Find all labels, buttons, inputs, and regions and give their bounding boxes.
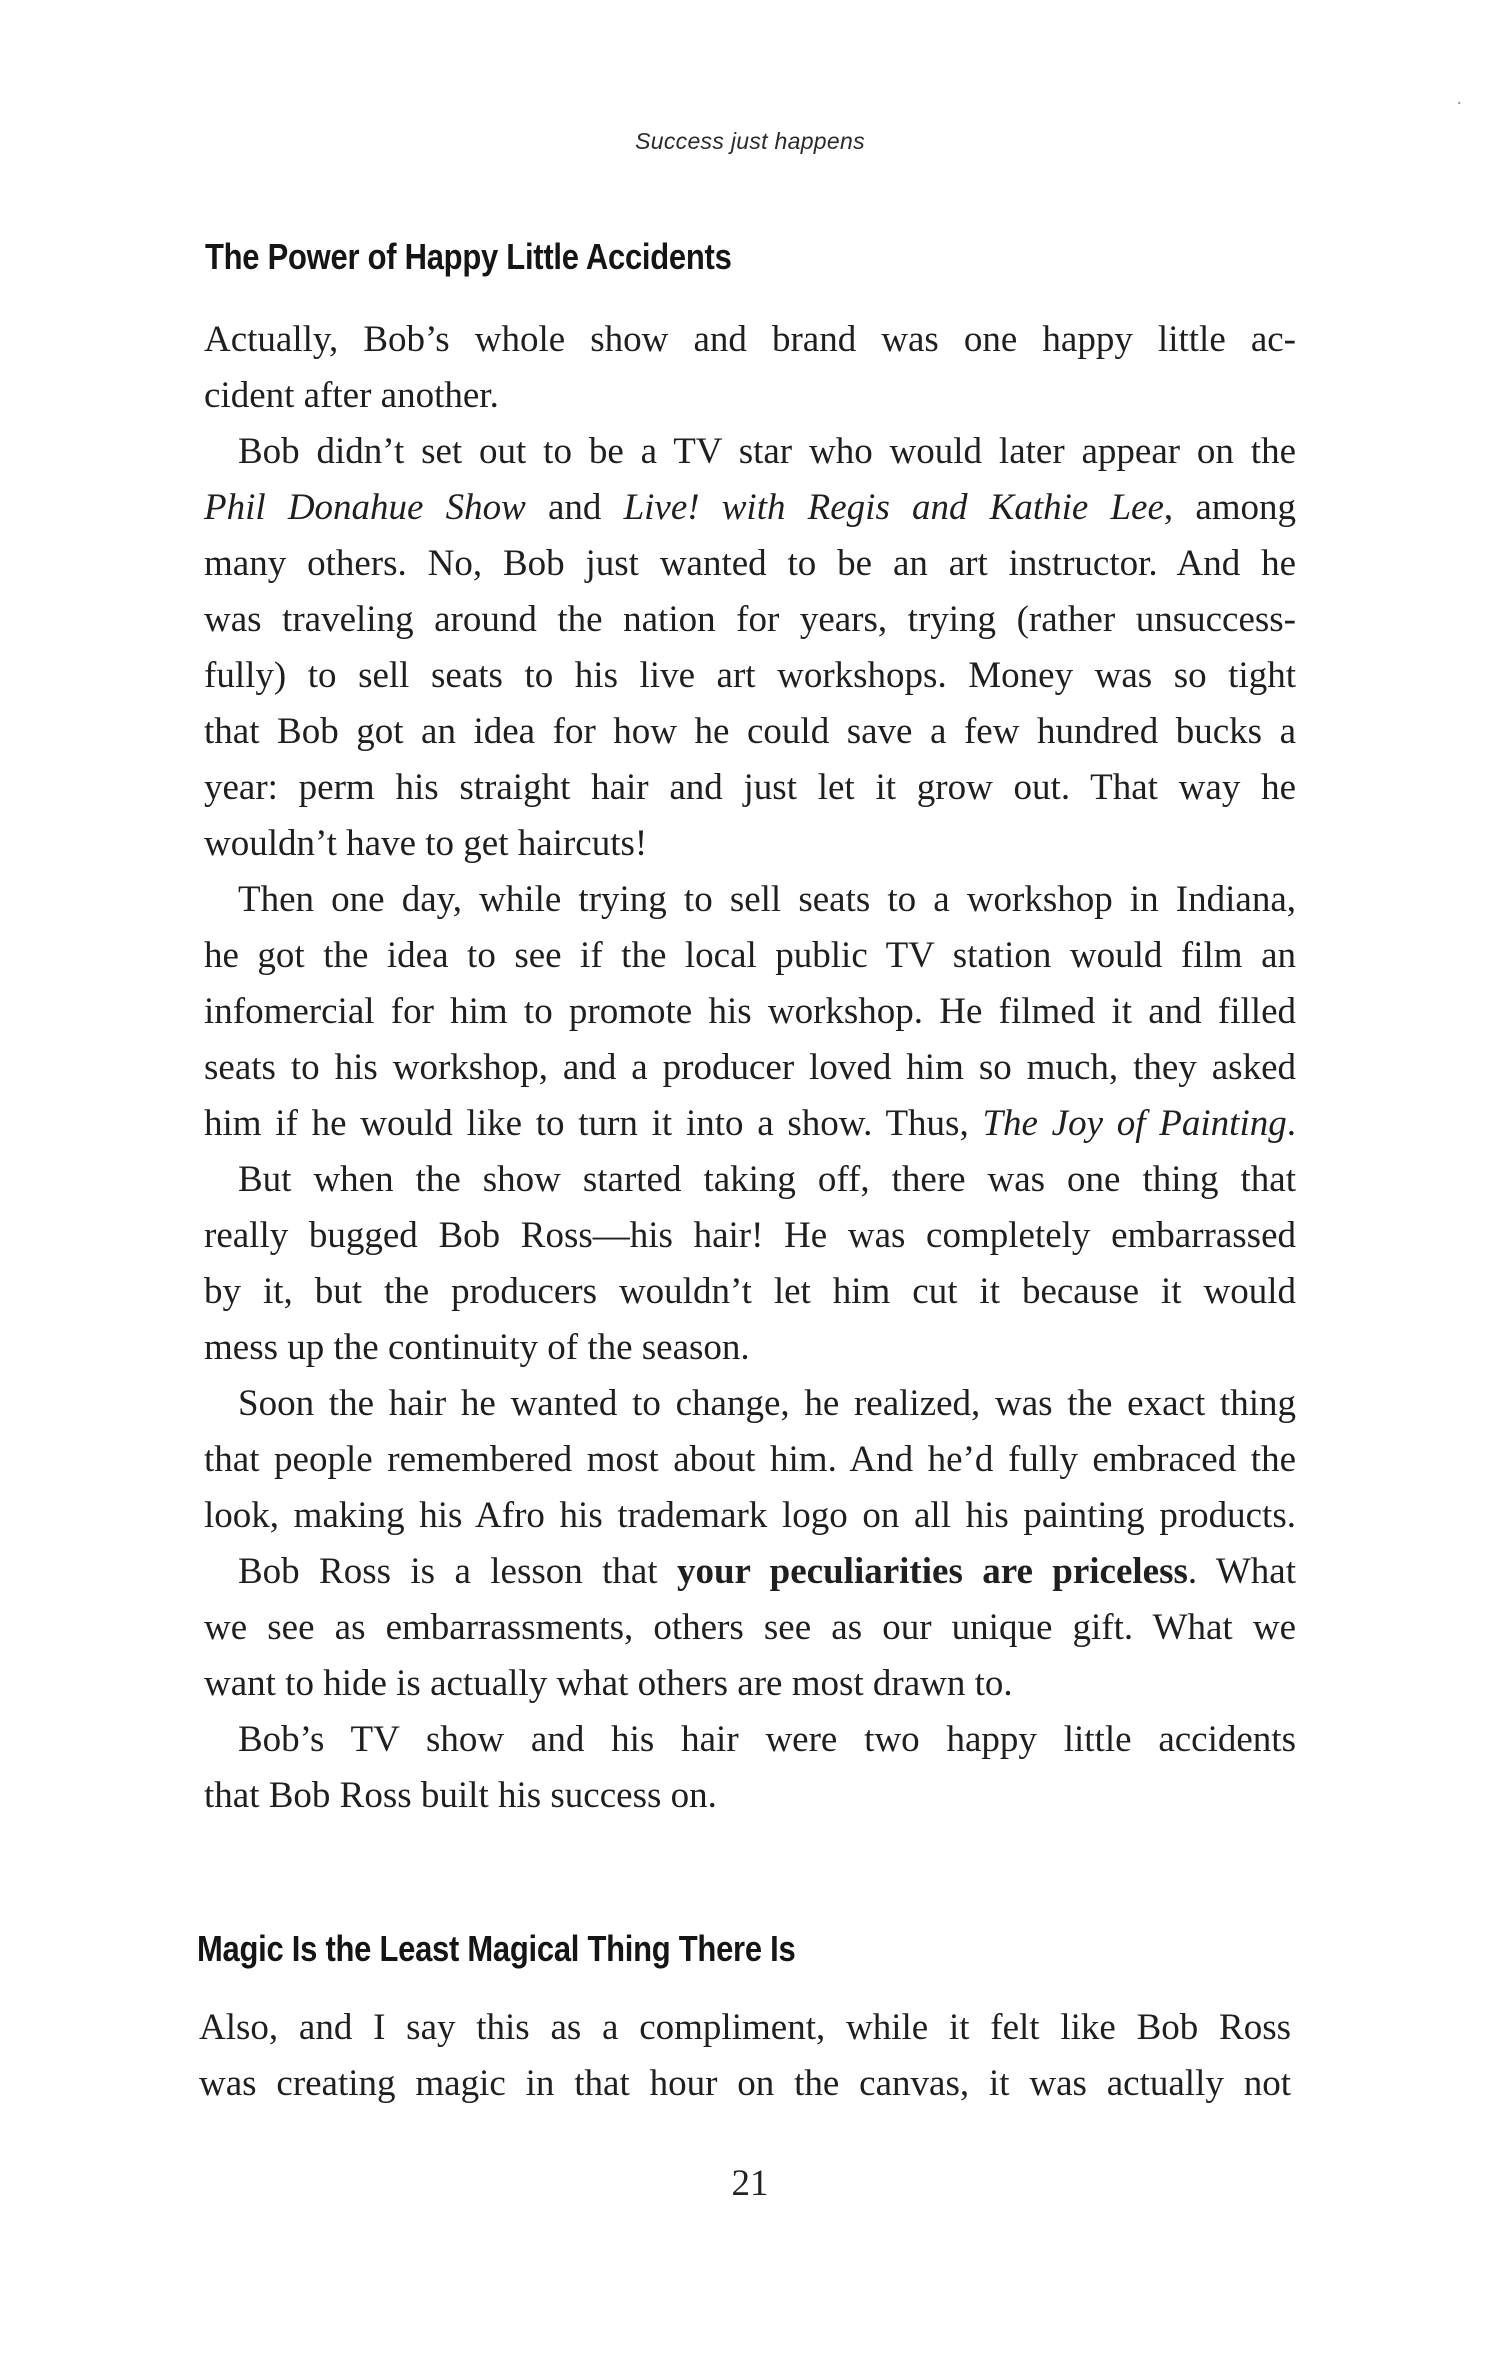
- text-line: [204, 760, 1296, 816]
- text-run: and: [525, 487, 624, 528]
- section-heading-happy-accidents: The Power of Happy Little Accidents: [205, 236, 732, 277]
- italic-text: Live! with Regis and Kathie Lee: [623, 487, 1164, 528]
- running-head: Success just happens: [635, 128, 865, 154]
- text-run: fully) to sell seats to his live art workshops. Money was so tight: [204, 655, 1296, 696]
- text-line: [204, 1432, 1296, 1488]
- text-run: Soon the hair he wanted to change, he realized, was the exact thing: [238, 1383, 1296, 1424]
- italic-text: Phil Donahue Show: [204, 487, 526, 528]
- text-run: cident after another.: [204, 375, 499, 416]
- text-line: [204, 648, 1296, 704]
- text-line: [204, 1208, 1296, 1264]
- text-line: [204, 1264, 1296, 1320]
- text-line: [204, 1656, 1296, 1712]
- text-line: [204, 872, 1296, 928]
- text-run: seats to his workshop, and a producer loved him so much, they asked: [204, 1047, 1296, 1088]
- text-line: [204, 1600, 1296, 1656]
- scan-speck-mark: ٠: [1454, 92, 1464, 113]
- text-run: infomercial for him to promote his workshop. He filmed it and filled: [204, 991, 1296, 1032]
- text-line: [204, 1544, 1296, 1600]
- text-run: that Bob got an idea for how he could save a few hundred bucks a: [204, 711, 1296, 752]
- text-run: look, making his Afro his trademark logo on all his painting products.: [204, 1495, 1296, 1536]
- text-line: [204, 928, 1296, 984]
- text-run: . What: [1187, 1551, 1296, 1592]
- text-run: Bob’s TV show and his hair were two happy little accidents: [238, 1719, 1296, 1760]
- text-run: was traveling around the nation for years, trying (rather unsuccess-: [204, 599, 1296, 640]
- text-run: that Bob Ross built his success on.: [204, 1775, 717, 1816]
- italic-text: The Joy of Painting: [982, 1103, 1287, 1144]
- text-run: Also, and I say this as a compliment, while it felt like Bob Ross: [199, 2007, 1291, 2048]
- text-run: , among: [1163, 487, 1297, 528]
- text-line: [204, 592, 1296, 648]
- text-line: [204, 1320, 1296, 1376]
- text-run: Bob Ross is a lesson that: [238, 1551, 677, 1592]
- text-run: many others. No, Bob just wanted to be an art instructor. And he: [204, 543, 1296, 584]
- text-line: [204, 1488, 1296, 1544]
- text-line: [199, 2000, 1291, 2056]
- section-body-magic: [199, 2000, 1291, 2112]
- text-run: he got the idea to see if the local public TV station would film an: [204, 935, 1296, 976]
- text-line: [204, 1040, 1296, 1096]
- text-run: But when the show started taking off, there was one thing that: [238, 1159, 1296, 1200]
- section-body-happy-accidents: [204, 312, 1296, 1824]
- section-heading-magic: Magic Is the Least Magical Thing There Is: [197, 1928, 796, 1969]
- text-line: [204, 984, 1296, 1040]
- text-line: [204, 704, 1296, 760]
- text-run: mess up the continuity of the season.: [204, 1327, 750, 1368]
- text-line: [204, 536, 1296, 592]
- text-run: want to hide is actually what others are most drawn to.: [204, 1663, 1013, 1704]
- text-run: was creating magic in that hour on the canvas, it was actually not: [199, 2063, 1291, 2104]
- text-line: [204, 1152, 1296, 1208]
- text-run: that people remembered most about him. And he’d fully embraced the: [204, 1439, 1296, 1480]
- text-run: we see as embarrassments, others see as our unique gift. What we: [204, 1607, 1296, 1648]
- text-run: year: perm his straight hair and just let it grow out. That way he: [204, 767, 1296, 808]
- text-line: [204, 1768, 1296, 1824]
- text-line: [204, 480, 1296, 536]
- text-run: him if he would like to turn it into a show. Thus,: [204, 1103, 983, 1144]
- text-line: [204, 816, 1296, 872]
- text-run: wouldn’t have to get haircuts!: [204, 823, 648, 864]
- text-line: [204, 1096, 1296, 1152]
- text-line: [204, 1376, 1296, 1432]
- text-run: really bugged Bob Ross—his hair! He was completely embarrassed: [204, 1215, 1296, 1256]
- text-line: [204, 312, 1296, 368]
- text-line: [204, 368, 1296, 424]
- text-line: [204, 424, 1296, 480]
- text-line: [199, 2056, 1291, 2112]
- text-line: [204, 1712, 1296, 1768]
- text-run: Bob didn’t set out to be a TV star who would later appear on the: [238, 431, 1296, 472]
- text-run: Then one day, while trying to sell seats to a workshop in Indiana,: [238, 879, 1296, 920]
- text-run: Actually, Bob’s whole show and brand was one happy little ac-: [204, 319, 1296, 360]
- text-run: by it, but the producers wouldn’t let him cut it because it would: [204, 1271, 1296, 1312]
- page-number: 21: [731, 2163, 769, 2204]
- bold-text: your peculiarities are priceless: [676, 1551, 1188, 1592]
- text-run: .: [1286, 1103, 1296, 1144]
